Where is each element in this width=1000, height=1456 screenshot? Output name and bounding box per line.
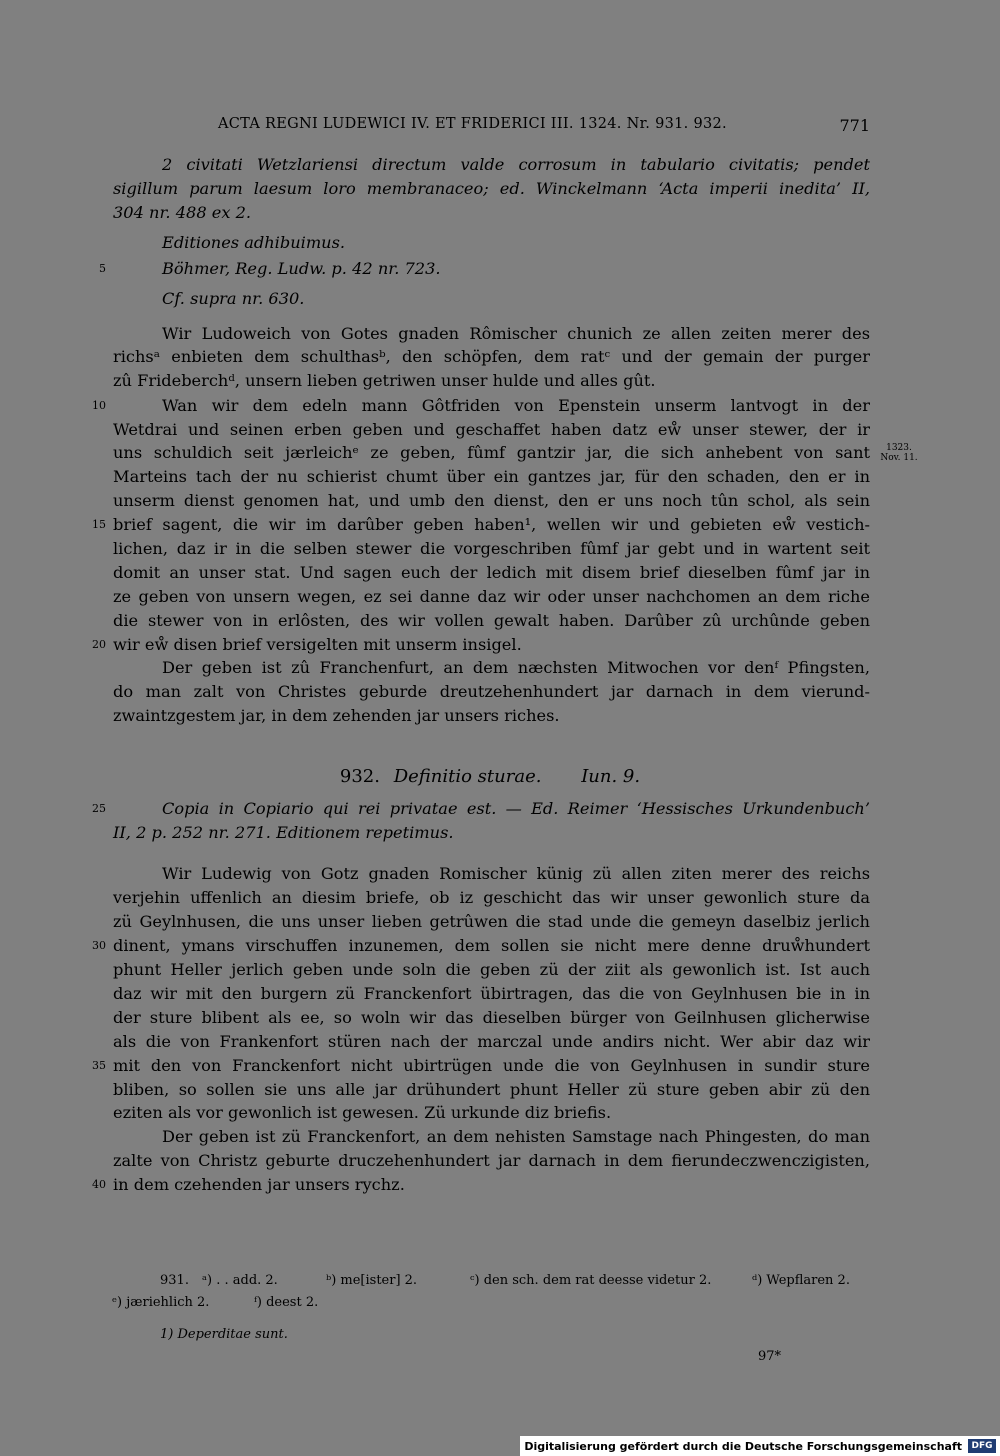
margin-day: Nov. 11. <box>880 453 918 463</box>
text-line: lichen, daz ir in die selben stewer die vorgeschriben fûmf jar gebt und in wartent seit <box>113 539 870 558</box>
text-line: unserm dienst genomen hat, und umb den dienst, den er uns noch tûn schol, als sein <box>113 491 870 510</box>
text-line: phunt Heller jerlich geben unde soln die geben zü der ziit als gewonlich ist. Ist auch <box>113 960 870 979</box>
footnote-e: ᵉ) jæriehlich 2. <box>112 1295 210 1310</box>
text-line: zû Frideberchᵈ, unsern lieben getriwen unser hulde und alles gût. <box>113 371 656 390</box>
text-line: die stewer von in erlôsten, des wir vollen gewalt haben. Darûber zû urchûnde geben <box>113 611 870 630</box>
text-line: der sture blibent als ee, so woln wir das dieselben bürger von Geilnhusen glicherwise <box>113 1008 870 1027</box>
line-number: 35 <box>92 1059 106 1072</box>
footnote-a: ᵃ) . . add. 2. <box>202 1273 278 1288</box>
line-number: 10 <box>92 399 106 412</box>
digitization-banner <box>520 1436 1000 1456</box>
text-line: do man zalt von Christes geburde dreutzehenhundert jar darnach in dem vierund- <box>113 682 870 701</box>
text-line: Wetdrai und seinen erben geben und geschaffet haben datz eẘ unser stewer, der ir <box>113 420 870 439</box>
text-line: brief sagent, die wir im darûber geben haben¹, wellen wir und gebieten eẘ vestich- <box>113 515 870 534</box>
section-number: 932. <box>339 766 380 787</box>
apparatus-line: Böhmer, Reg. Ludw. p. 42 nr. 723. <box>162 259 441 278</box>
text-line: Der geben ist zû Franchenfurt, an dem næchsten Mitwochen vor denᶠ Pfingsten, <box>162 658 870 677</box>
running-header <box>110 116 870 138</box>
text-line: uns schuldich seit jærleichᵉ ze geben, fûmf gantzir jar, die sich anhebent von sant <box>113 443 870 462</box>
margin-year: 1323. <box>886 443 912 453</box>
text-line: dinent, ymans virschuffen inzunemen, dem sollen sie nicht mere denne druẘhundert <box>113 936 870 955</box>
section-heading <box>110 764 870 790</box>
line-number: 40 <box>92 1178 106 1191</box>
apparatus-line: Cf. supra nr. 630. <box>162 289 305 308</box>
line-number: 25 <box>92 802 106 815</box>
line-number: 15 <box>92 518 106 531</box>
text-line: Wan wir dem edeln mann Gôtfriden von Epenstein unserm lantvogt in der <box>162 396 870 415</box>
line-number: 20 <box>92 638 106 651</box>
page-number: 771 <box>839 116 870 135</box>
footnote-c: ᶜ) den sch. dem rat deesse videtur 2. <box>470 1273 712 1288</box>
text-line: ze geben von unsern wegen, ez sei danne daz wir oder unser nachchomen an dem riche <box>113 587 870 606</box>
text-line: bliben, so sollen sie uns alle jar drühundert phunt Heller zü sture geben abir zü den <box>113 1080 870 1099</box>
text-line: zalte von Christz geburte druczehenhundert jar darnach in dem fierundeczwenczigisten, <box>113 1151 870 1170</box>
text-line: zwaintzgestem jar, in dem zehenden jar unsers riches. <box>113 706 560 725</box>
apparatus-line: Editiones adhibuimus. <box>162 233 346 252</box>
text-line: Der geben ist zü Franckenfort, an dem nehisten Samstage nach Phingesten, do man <box>162 1127 870 1146</box>
text-line: domit an unser stat. Und sagen euch der ledich mit disem brief dieselben fûmf jar in <box>113 563 870 582</box>
text-line: richsᵃ enbieten dem schulthasᵇ, den schöpfen, dem ratᶜ und der gemain der purger <box>113 347 870 366</box>
dfg-logo: DFG <box>968 1439 996 1453</box>
line-number: 5 <box>99 262 106 275</box>
text-line: verjehin uffenlich an diesim briefe, ob iz geschicht das wir unser gewonlich sture da <box>113 888 870 907</box>
signature-mark: 97* <box>758 1349 782 1364</box>
section-date: Iun. 9. <box>581 766 641 787</box>
text-line: in dem czehenden jar unsers rychz. <box>113 1175 405 1194</box>
digitization-text: Digitalisierung gefördert durch die Deutsche Forschungsgemeinschaft <box>524 1439 962 1453</box>
apparatus-line: sigillum parum laesum loro membranaceo; ed. Winckelmann ‘Acta imperii inedita’ II, <box>113 179 870 198</box>
footnote-f: ᶠ) deest 2. <box>254 1295 319 1310</box>
margin-date <box>874 443 924 463</box>
text-line: Wir Ludoweich von Gotes gnaden Rômischer chunich ze allen zeiten merer des <box>162 324 870 343</box>
footnote-1: 1) Deperditae sunt. <box>160 1327 288 1342</box>
text-line: mit den von Franckenfort nicht ubirtrügen unde die von Geylnhusen in sundir sture <box>113 1056 870 1075</box>
footnote-d: ᵈ) Wepflaren 2. <box>752 1273 850 1288</box>
text-line: daz wir mit den burgern zü Franckenfort übirtragen, das die von Geylnhusen bie in in <box>113 984 870 1003</box>
apparatus-line: Copia in Copiario qui rei privatae est. — Ed. Reimer ‘Hessisches Urkundenbuch’ <box>162 799 870 818</box>
text-line: als die von Frankenfort stüren nach der marczal unde andirs nicht. Wer abir daz wir <box>113 1032 870 1051</box>
apparatus-line: 2 civitati Wetzlariensi directum valde corrosum in tabulario civitatis; pendet <box>162 155 870 174</box>
text-line: zü Geylnhusen, die uns unser lieben getrûwen die stad unde die gemeyn daselbiz jerlich <box>113 912 870 931</box>
footnote-label: 931. <box>160 1273 189 1288</box>
running-title: ACTA REGNI LUDEWICI IV. ET FRIDERICI III. 1324. Nr. 931. 932. <box>218 116 727 132</box>
apparatus-line: II, 2 p. 252 nr. 271. Editionem repetimus. <box>113 823 454 842</box>
apparatus-line: 304 nr. 488 ex 2. <box>113 203 252 222</box>
text-line: Wir Ludewig von Gotz gnaden Romischer künig zü allen ziten merer des reichs <box>162 864 870 883</box>
text-line: eziten als vor gewonlich ist gewesen. Zü urkunde diz briefis. <box>113 1103 612 1122</box>
text-line: wir eẘ disen brief versigelten mit unserm insigel. <box>113 635 522 654</box>
line-number: 30 <box>92 939 106 952</box>
text-line: Marteins tach der nu schierist chumt über ein gantzes jar, für den schaden, den er in <box>113 467 870 486</box>
section-title: Definitio sturae. <box>393 766 542 787</box>
footnote-b: ᵇ) me[ister] 2. <box>326 1273 418 1288</box>
